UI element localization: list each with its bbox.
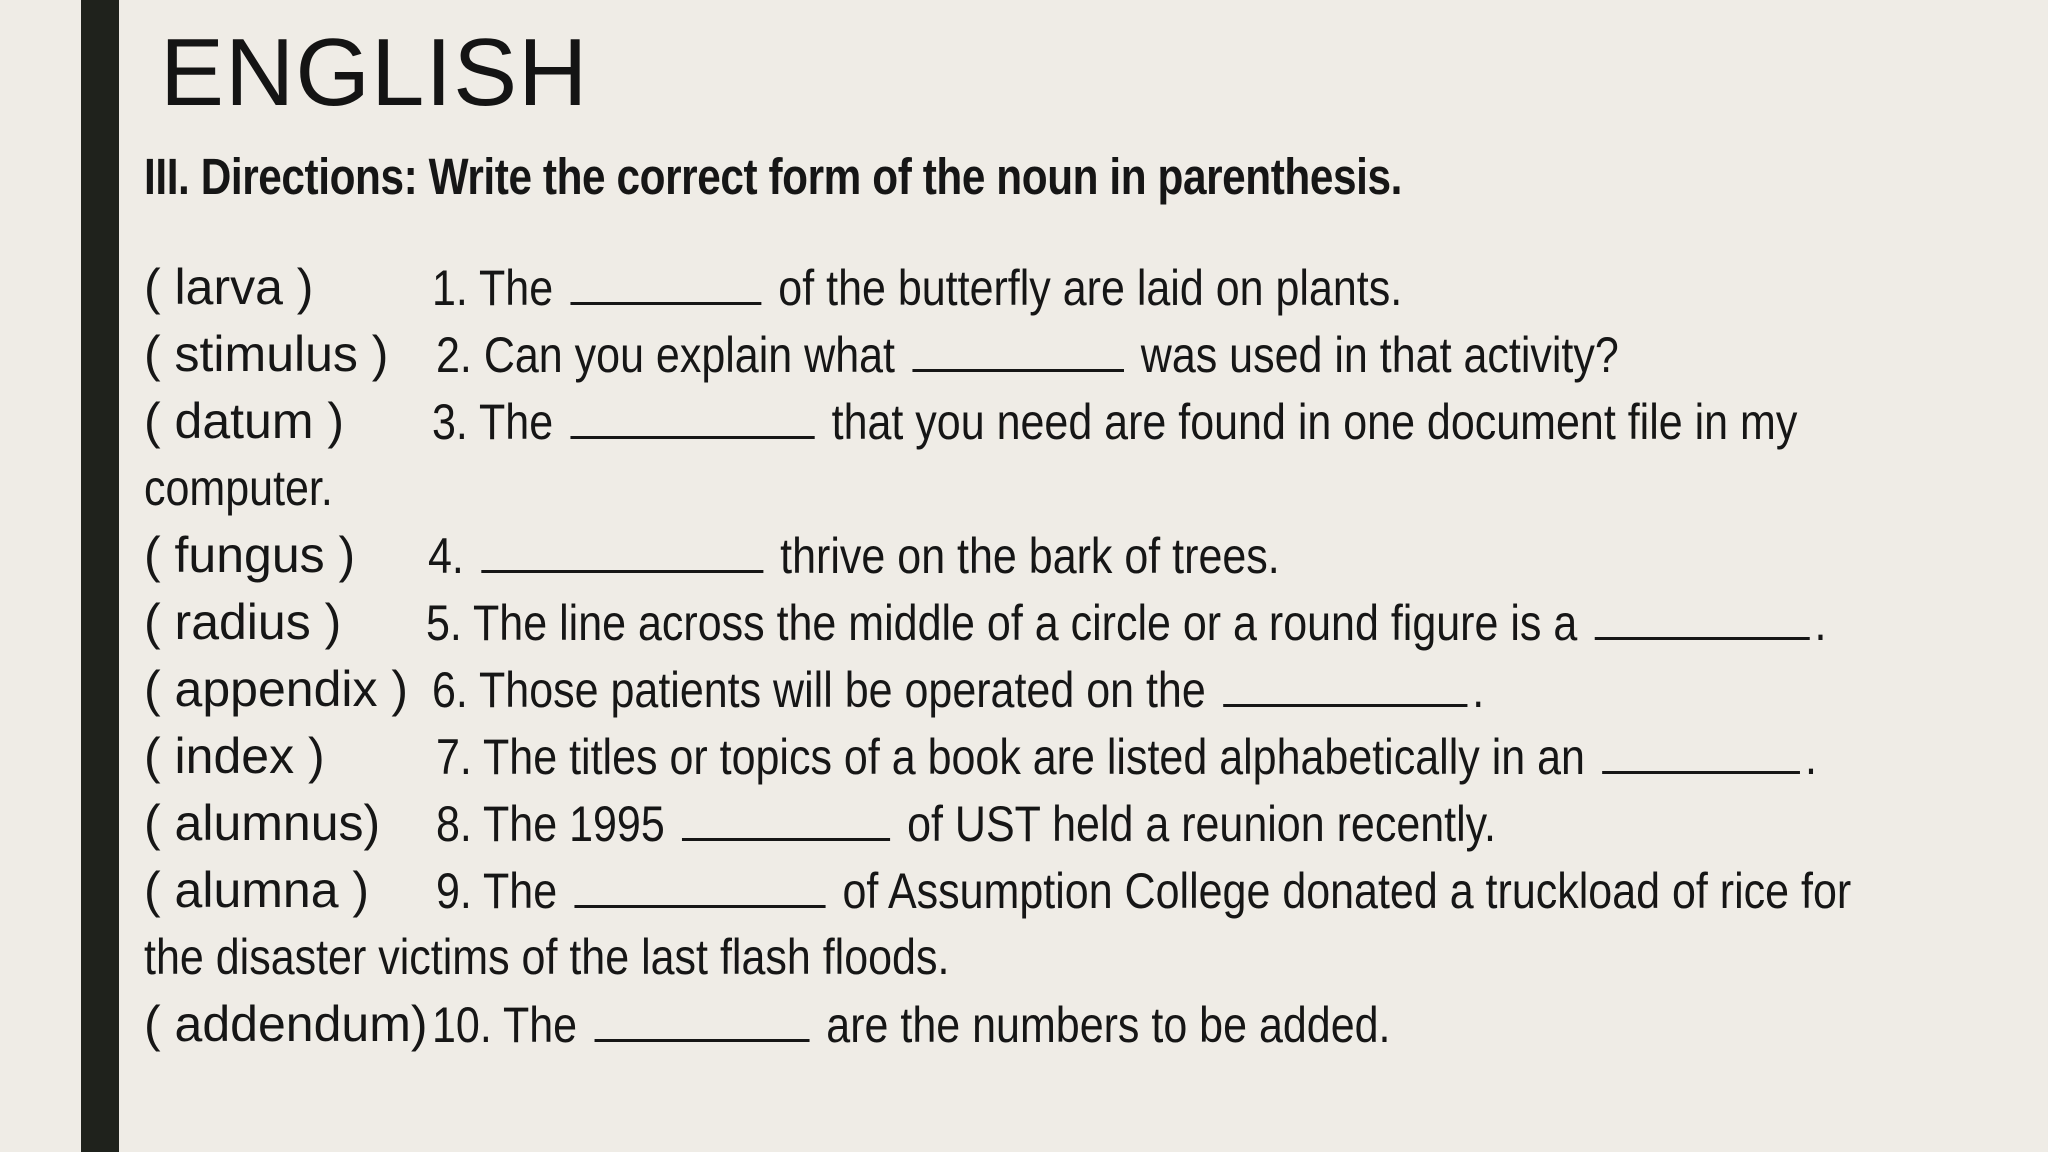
item-text-before: The (479, 260, 554, 316)
item-sentence (436, 792, 1668, 855)
item-text-after: of the butterfly are laid on plants. (778, 260, 1403, 316)
item-text-after: thrive on the bark of trees. (780, 528, 1280, 584)
item-text-after: of UST held a reunion recently. (907, 796, 1496, 852)
item-text-before: The line across the middle of a circle or a round figure is a (473, 595, 1578, 651)
item-text-before: The (479, 394, 554, 450)
exercise-item-3-continued (144, 457, 364, 519)
item-sentence (428, 524, 1418, 587)
item-sentence (436, 323, 1811, 386)
slide-title: ENGLISH (160, 19, 589, 126)
item-sentence (432, 993, 1547, 1056)
item-number: 6. (432, 662, 468, 718)
item-text-before: Can you explain what (483, 327, 895, 383)
item-sentence (432, 390, 2020, 453)
item-sentence (436, 725, 2042, 788)
answer-blank[interactable] (1594, 591, 1809, 640)
answer-blank[interactable] (594, 993, 809, 1042)
item-text-after: . (1814, 595, 1827, 651)
item-hint: ( alumna ) (144, 862, 370, 918)
item-text-after: . (1805, 729, 1817, 785)
item-text-after: are the numbers to be added. (826, 997, 1391, 1053)
item-hint: ( stimulus ) (144, 326, 389, 382)
exercise-item-9-continued (144, 926, 1081, 988)
answer-blank[interactable] (570, 390, 814, 439)
item-number: 2. (436, 327, 472, 383)
side-accent-bar (81, 0, 119, 1152)
item-text-after: . (1472, 662, 1485, 718)
item-continuation: the disaster victims of the last flash floods. (144, 929, 950, 985)
answer-blank[interactable] (682, 792, 890, 841)
item-sentence (426, 591, 2048, 654)
item-hint: ( index ) (144, 728, 325, 784)
item-hint: ( addendum) (144, 996, 428, 1052)
answer-blank[interactable] (481, 524, 763, 573)
item-sentence (432, 658, 1656, 721)
item-text-after: of Assumption College donated a truckload of rice for (842, 863, 1852, 919)
item-number: 5. (426, 595, 462, 651)
item-text-after: was used in that activity? (1140, 327, 1619, 383)
directions-heading: III. Directions: Write the correct form of the noun in parenthesis. (144, 148, 1402, 205)
item-sentence (432, 256, 1560, 319)
item-text-before: The (502, 997, 578, 1053)
item-text-before: The 1995 (483, 796, 665, 852)
item-number: 8. (436, 796, 472, 852)
answer-blank[interactable] (1223, 658, 1467, 707)
item-number: 10. (432, 997, 492, 1053)
item-continuation: computer. (144, 460, 333, 516)
answer-blank[interactable] (570, 256, 761, 305)
item-hint: ( larva ) (144, 259, 314, 315)
answer-blank[interactable] (574, 859, 825, 908)
item-number: 1. (432, 260, 468, 316)
item-number: 4. (428, 528, 464, 584)
item-number: 3. (432, 394, 468, 450)
item-number: 7. (436, 729, 472, 785)
item-hint: ( fungus ) (144, 527, 356, 583)
item-sentence (436, 859, 2048, 922)
item-text-before: Those patients will be operated on the (479, 662, 1206, 718)
item-hint: ( datum ) (144, 393, 345, 449)
item-hint: ( appendix ) (144, 661, 409, 717)
item-hint: ( radius ) (144, 594, 342, 650)
item-text-after: that you need are found in one document file in my (831, 394, 1798, 450)
item-hint: ( alumnus) (144, 795, 381, 851)
item-text-before: The titles or topics of a book are listed alphabetically in an (483, 729, 1585, 785)
item-number: 9. (436, 863, 472, 919)
answer-blank[interactable] (912, 323, 1124, 372)
answer-blank[interactable] (1602, 725, 1800, 774)
item-text-before: The (483, 863, 558, 919)
